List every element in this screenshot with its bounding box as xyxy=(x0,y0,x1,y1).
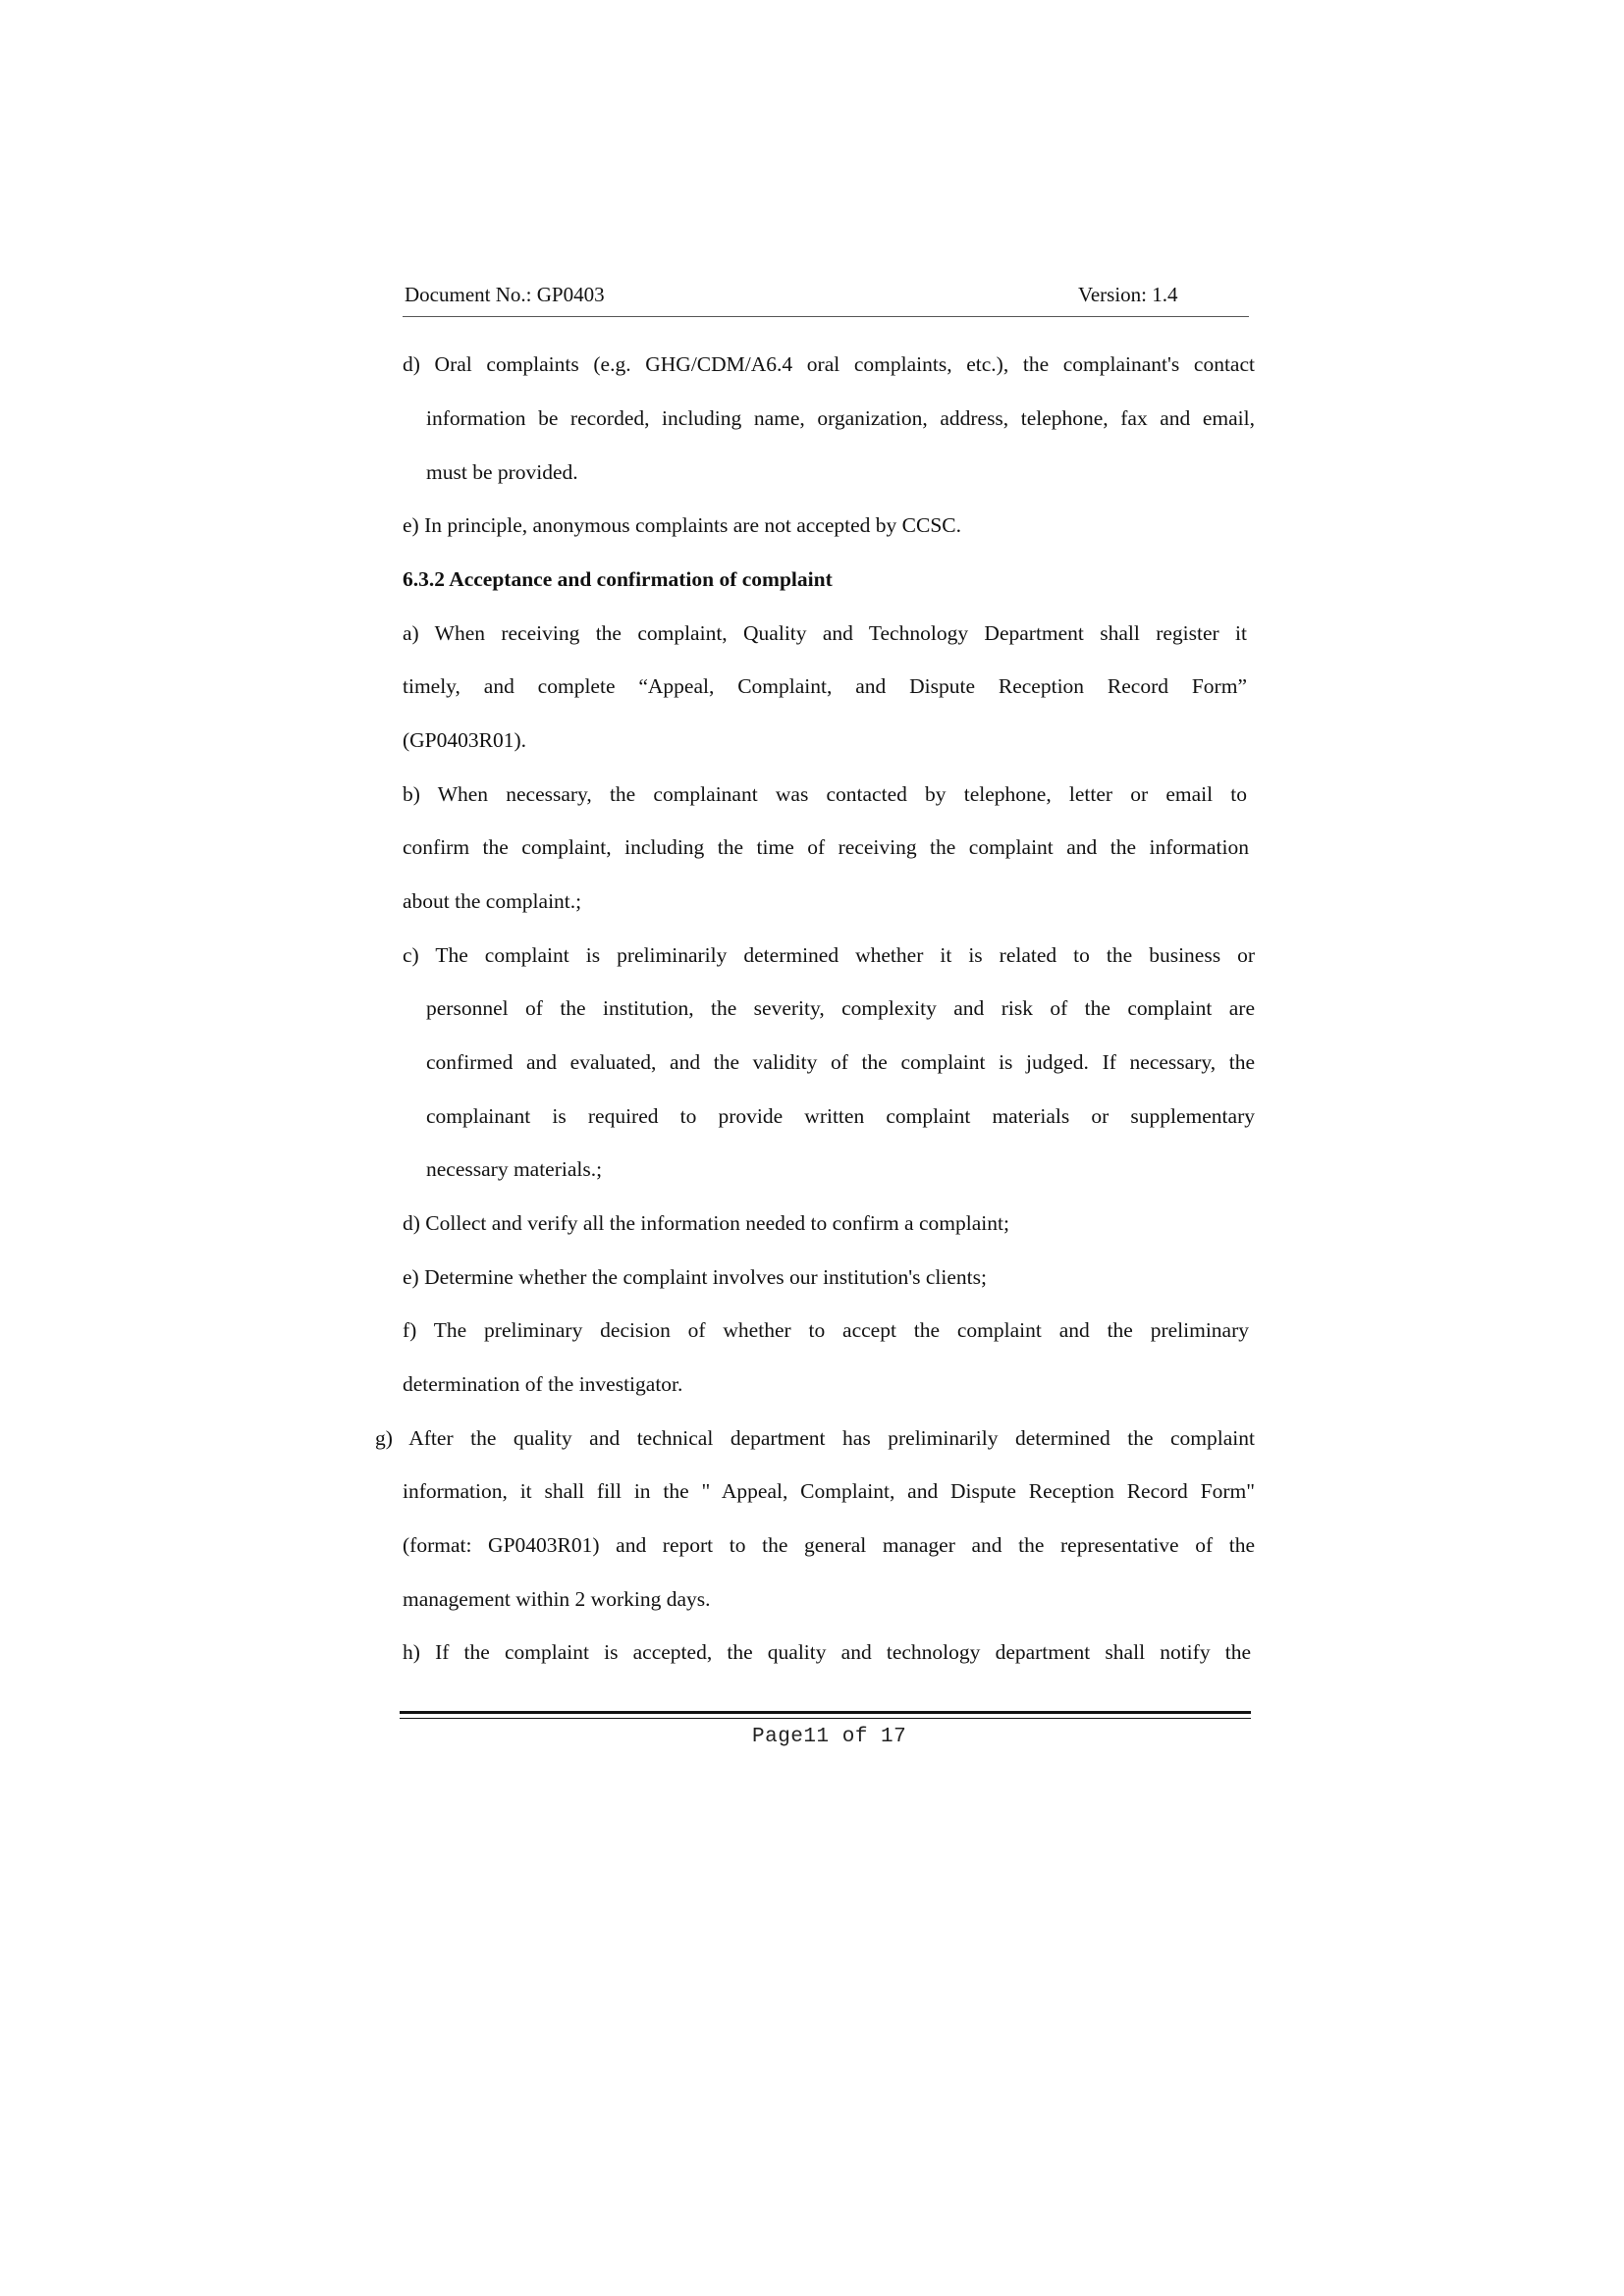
section-heading: 6.3.2 Acceptance and confirmation of complaint xyxy=(403,567,833,591)
text-line: g) After the quality and technical department has preliminarily determined the complaint xyxy=(375,1426,1255,1450)
document-number: Document No.: GP0403 xyxy=(405,283,605,306)
text-line: complainant is required to provide written complaint materials or supplementary xyxy=(426,1104,1255,1128)
text-line: a) When receiving the complaint, Quality and Technology Department shall register it xyxy=(403,621,1247,645)
text-line: d) Oral complaints (e.g. GHG/CDM/A6.4 oral complaints, etc.), the complainant's contact xyxy=(403,352,1255,376)
text-line: e) In principle, anonymous complaints are not accepted by CCSC. xyxy=(403,513,962,537)
text-line: f) The preliminary decision of whether to accept the complaint and the preliminary xyxy=(403,1318,1249,1342)
text-line: h) If the complaint is accepted, the quality and technology department shall notify the xyxy=(403,1640,1251,1664)
text-line: must be provided. xyxy=(426,460,578,484)
text-line: information, it shall fill in the " Appeal, Complaint, and Dispute Reception Record Form" xyxy=(403,1479,1255,1503)
text-line: confirmed and evaluated, and the validity of the complaint is judged. If necessary, the xyxy=(426,1050,1255,1074)
text-line: timely, and complete “Appeal, Complaint, and Dispute Reception Record Form” xyxy=(403,674,1247,698)
text-line: e) Determine whether the complaint involves our institution's clients; xyxy=(403,1265,987,1289)
footer-rule-thick xyxy=(400,1711,1251,1714)
text-line: (GP0403R01). xyxy=(403,728,527,752)
text-line: information be recorded, including name, organization, address, telephone, fax and email, xyxy=(426,406,1255,430)
text-line: (format: GP0403R01) and report to the general manager and the representative of the xyxy=(403,1533,1255,1557)
footer-divider xyxy=(400,1711,1251,1719)
text-line: management within 2 working days. xyxy=(403,1587,711,1611)
text-line: b) When necessary, the complainant was contacted by telephone, letter or email to xyxy=(403,782,1247,806)
text-line: d) Collect and verify all the information needed to confirm a complaint; xyxy=(403,1211,1009,1235)
text-line: about the complaint.; xyxy=(403,889,582,913)
text-line: determination of the investigator. xyxy=(403,1372,683,1396)
text-line: confirm the complaint, including the time of receiving the complaint and the information xyxy=(403,835,1249,859)
footer-rule-thin xyxy=(400,1718,1251,1719)
page-number: Page11 of 17 xyxy=(752,1726,907,1748)
version-label: Version: 1.4 xyxy=(1078,283,1178,306)
text-line: personnel of the institution, the severity, complexity and risk of the complaint are xyxy=(426,996,1255,1020)
text-line: c) The complaint is preliminarily determined whether it is related to the business or xyxy=(403,943,1255,967)
text-line: necessary materials.; xyxy=(426,1157,603,1181)
